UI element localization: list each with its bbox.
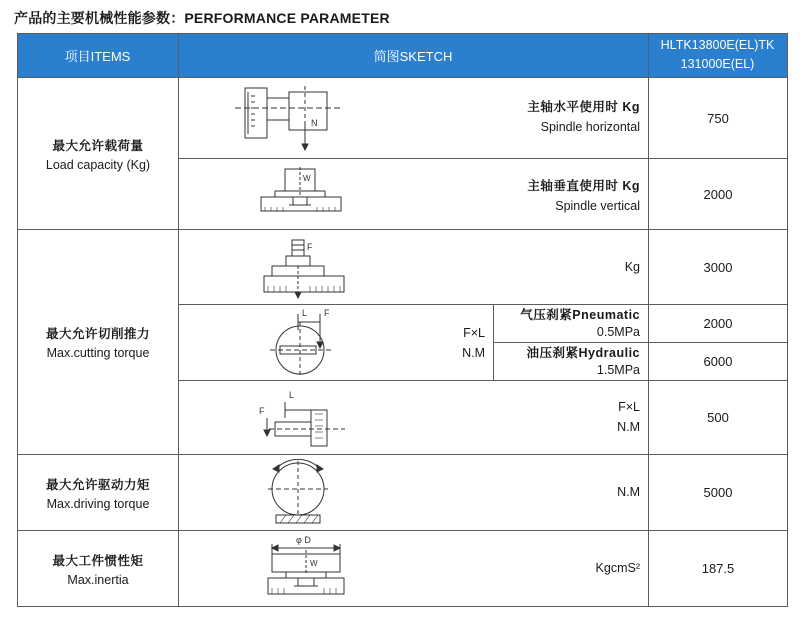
load-horizontal-text: [450, 92, 640, 142]
sketch-side-cutting: [255, 388, 355, 450]
cutting-kg-text: [540, 255, 640, 279]
sketch-label-f: F: [259, 406, 265, 416]
item-driving-torque: [18, 455, 178, 530]
item-label-zh: 最大允许驱动力矩: [45, 477, 150, 492]
sketch-spindle-vertical: [255, 165, 350, 217]
load-vertical-text: [450, 171, 640, 221]
value-text: 187.5: [701, 561, 735, 576]
value-cutting-kg: [649, 230, 787, 304]
value-text: 500: [707, 410, 729, 425]
item-label-zh: 最大工件惯性矩: [52, 553, 144, 568]
driving-unit-text: [540, 480, 640, 504]
cutting-nm: N.M: [462, 346, 485, 360]
cutting-fxl: F×L: [463, 326, 485, 340]
sketch-label-w: W: [303, 174, 311, 183]
page-title: 产品的主要机械性能参数：PERFORMANCE PARAMETER: [14, 10, 390, 26]
cutting-pneumatic-text: [495, 305, 640, 342]
value-text: 2000: [703, 316, 733, 331]
pneumatic-pressure: 0.5MPa: [596, 324, 640, 339]
sketch-label-phi-d: φ D: [296, 535, 311, 545]
value-inertia: [649, 531, 787, 606]
item-cutting-torque: [18, 230, 178, 454]
load-horizontal-zh: 主轴水平使用时 Kg: [527, 100, 640, 114]
sketch-label-l: L: [289, 390, 295, 400]
value-load-vertical: [649, 159, 787, 229]
item-label-en: Max.driving torque: [46, 496, 150, 511]
load-vertical-en: Spindle vertical: [555, 199, 640, 213]
cutting-hydraulic-text: [495, 343, 640, 380]
value-text: 750: [707, 110, 729, 126]
cutting-kg-unit: Kg: [624, 260, 640, 274]
item-label-zh: 最大允许载荷量: [52, 138, 144, 153]
header-items: 项目ITEMS: [17, 33, 178, 77]
sketch-label-n: N: [311, 118, 318, 128]
hydraulic-pressure: 1.5MPa: [596, 362, 640, 377]
header-sketch: 简图SKETCH: [178, 33, 648, 77]
inertia-unit-text: [540, 556, 640, 580]
header-model-line1: HLTK13800E(EL)TK: [660, 38, 775, 52]
header-model: [648, 33, 787, 77]
driving-unit: N.M: [617, 485, 640, 499]
item-label-zh: 最大允许切削推力: [45, 327, 150, 341]
sketch-label-l: L: [302, 308, 308, 318]
load-vertical-zh: 主轴垂直使用时 Kg: [527, 179, 640, 193]
value-cutting-pneumatic: [649, 305, 787, 342]
inertia-unit: KgcmS²: [595, 561, 640, 575]
cutting-side-fxl: F×L: [618, 400, 640, 414]
cutting-fxl-text: [400, 322, 485, 364]
cutting-side-nm: N.M: [617, 420, 640, 434]
pneumatic-label: 气压刹紧Pneumatic: [520, 307, 640, 322]
sketch-cutting-torque-circle: [268, 306, 348, 378]
value-cutting-side: [649, 381, 787, 454]
sketch-driving-torque: [262, 459, 342, 529]
hydraulic-label: 油压刹紧Hydraulic: [526, 345, 640, 360]
item-label-en: Max.cutting torque: [46, 346, 150, 360]
sketch-cutting-thrust: [262, 236, 352, 300]
item-max-inertia: [18, 531, 178, 606]
item-label-en: Load capacity (Kg): [45, 157, 151, 172]
sketch-max-inertia: [262, 534, 352, 604]
item-label-en: Max.inertia: [67, 572, 129, 587]
value-load-horizontal: [649, 78, 787, 158]
sketch-spindle-horizontal: [235, 82, 355, 154]
value-text: 3000: [703, 259, 733, 275]
value-text: 5000: [703, 485, 733, 500]
sketch-label-f: F: [324, 308, 330, 318]
cutting-side-text: [540, 396, 640, 438]
header-model-line2: 131000E(EL): [680, 57, 755, 71]
value-cutting-hydraulic: [649, 343, 787, 380]
sketch-label-f: F: [307, 242, 313, 252]
load-horizontal-en: Spindle horizontal: [540, 120, 640, 134]
value-text: 2000: [703, 186, 733, 202]
item-load-capacity: [18, 78, 178, 229]
value-text: 6000: [703, 354, 733, 369]
value-driving: [649, 455, 787, 530]
sketch-label-w: W: [310, 559, 318, 568]
